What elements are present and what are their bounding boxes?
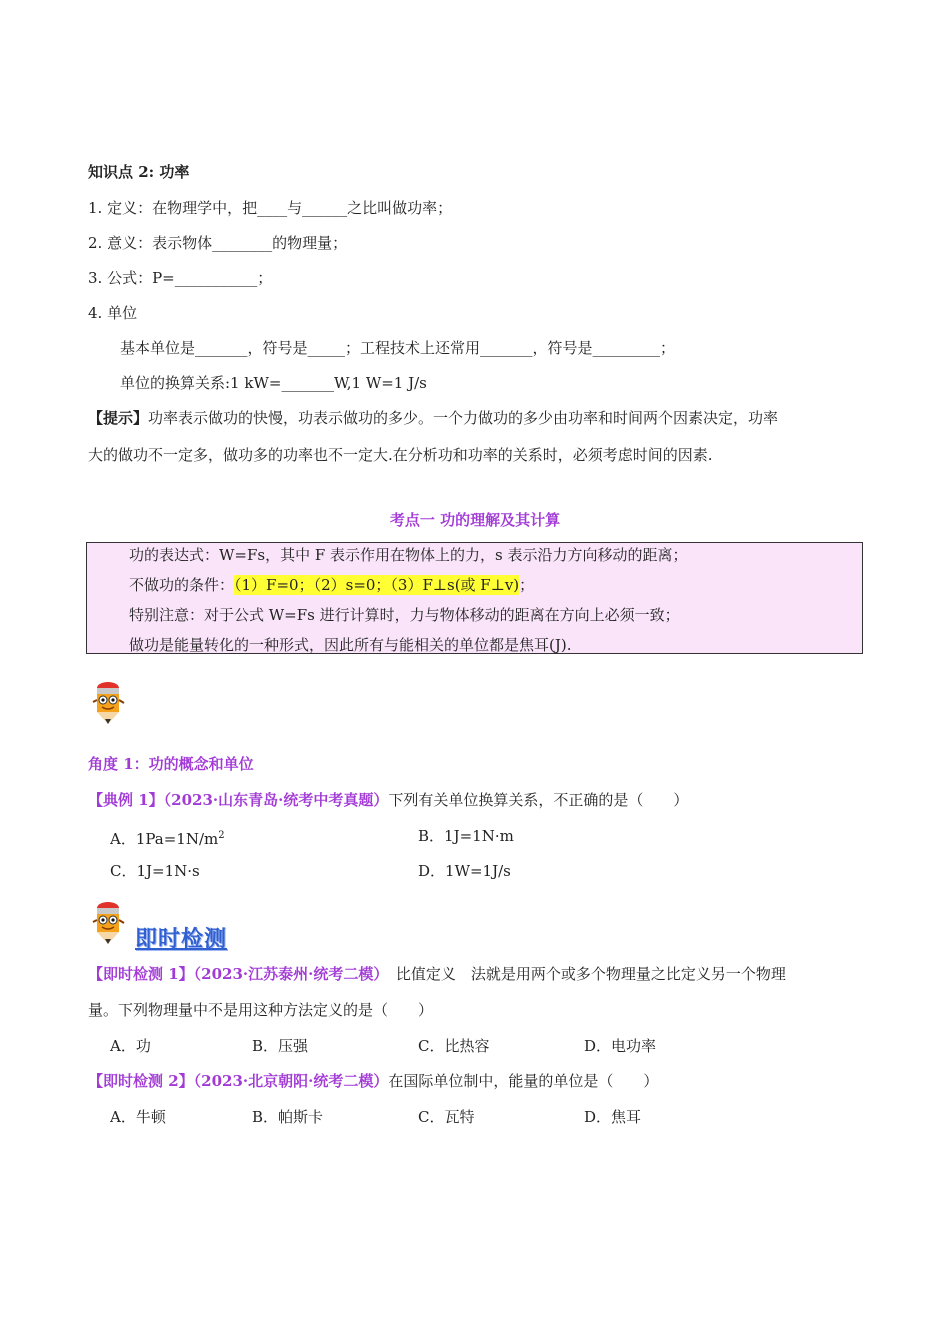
summary-box: [86, 542, 863, 654]
unit-line-conversion: 单位的换算关系:1 kW=_______W,1 W=1 J/s: [120, 374, 427, 392]
example-1-option-b: B．1J=1N·m: [418, 827, 514, 845]
box-line-2: [129, 575, 534, 595]
pencil-mascot-icon: [88, 898, 128, 944]
tip-text-2: 大的做功不一定多，做功多的功率也不一定大.在分析功和功率的关系时，必须考虑时间的因素.: [88, 446, 713, 464]
section-title: 知识点 2: 功率: [88, 163, 190, 181]
definition-line: 1. 定义：在物理学中，把____与______之比叫做功率；: [88, 199, 453, 217]
tip-text-1: 功率表示做功的快慢，功表示做功的多少。一个力做功的多少由功率和时间两个因素决定，功率: [148, 409, 779, 427]
check-2-label: 【即时检测 2】（2023·北京朝阳·统考二模）: [88, 1072, 389, 1090]
unit-heading: 4. 单位: [88, 304, 138, 322]
meaning-line: 2. 意义：表示物体________的物理量；: [88, 234, 348, 252]
option-a-text: A．1Pa=1N/m: [110, 830, 219, 848]
tip-paragraph: [88, 408, 778, 428]
check-1: [88, 964, 786, 984]
tip-label: 【提示】: [88, 409, 149, 427]
check-1-option-c: C．比热容: [418, 1037, 490, 1055]
check-1-text-2: 量。下列物理量中不是用这种方法定义的是（ ）: [88, 1001, 434, 1019]
highlight-conditions: （1）F=0；（2）s=0；（3）F⊥s(或 F⊥v): [234, 576, 520, 594]
example-1-label: 【典例 1】（2023·山东青岛·统考中考真题）: [88, 791, 389, 809]
example-1-option-d: D．1W=1J/s: [418, 862, 511, 880]
option-a-superscript: 2: [218, 830, 225, 841]
check-1-label: 【即时检测 1】（2023·江苏泰州·统考二模）: [88, 965, 381, 983]
check-2-option-c: C．瓦特: [418, 1108, 475, 1126]
check-1-option-d: D．电功率: [584, 1037, 657, 1055]
kaodian-title: 考点一 功的理解及其计算: [389, 511, 561, 529]
box-line-1: 功的表达式：W=Fs，其中 F 表示作用在物体上的力，s 表示沿力方向移动的距离；: [129, 546, 688, 564]
instant-check-heading: 即时检测: [135, 926, 228, 952]
angle-title: 角度 1：功的概念和单位: [88, 755, 254, 773]
unit-line-basic: 基本单位是_______，符号是_____；工程技术上还常用_______，符号是_________；: [120, 339, 676, 357]
pencil-mascot-icon: [88, 678, 128, 724]
example-1: [88, 790, 688, 810]
box-line-2-end: ；: [519, 576, 535, 594]
example-1-option-c: C．1J=1N·s: [110, 862, 200, 880]
check-1-option-a: A．功: [110, 1037, 151, 1055]
check-1-option-b: B．压强: [252, 1037, 309, 1055]
formula-line: 3. 公式：P=___________；: [88, 269, 273, 287]
box-line-4: 做功是能量转化的一种形式，因此所有与能相关的单位都是焦耳(J).: [129, 636, 572, 654]
check-2-option-d: D．焦耳: [584, 1108, 642, 1126]
box-line-2-label: 不做功的条件：: [129, 576, 235, 594]
example-1-option-a: [110, 826, 225, 849]
example-1-text: 下列有关单位换算关系，不正确的是（ ）: [388, 791, 689, 809]
box-line-3: 特别注意：对于公式 W=Fs 进行计算时，力与物体移动的距离在方向上必须一致；: [129, 606, 680, 624]
check-2-option-a: A．牛顿: [110, 1108, 166, 1126]
check-2-text: 在国际单位制中，能量的单位是（ ）: [388, 1072, 659, 1090]
check-1-text-1: 比值定义 法就是用两个或多个物理量之比定义另一个物理: [380, 965, 786, 983]
check-2-option-b: B．帕斯卡: [252, 1108, 324, 1126]
check-2: [88, 1071, 658, 1091]
